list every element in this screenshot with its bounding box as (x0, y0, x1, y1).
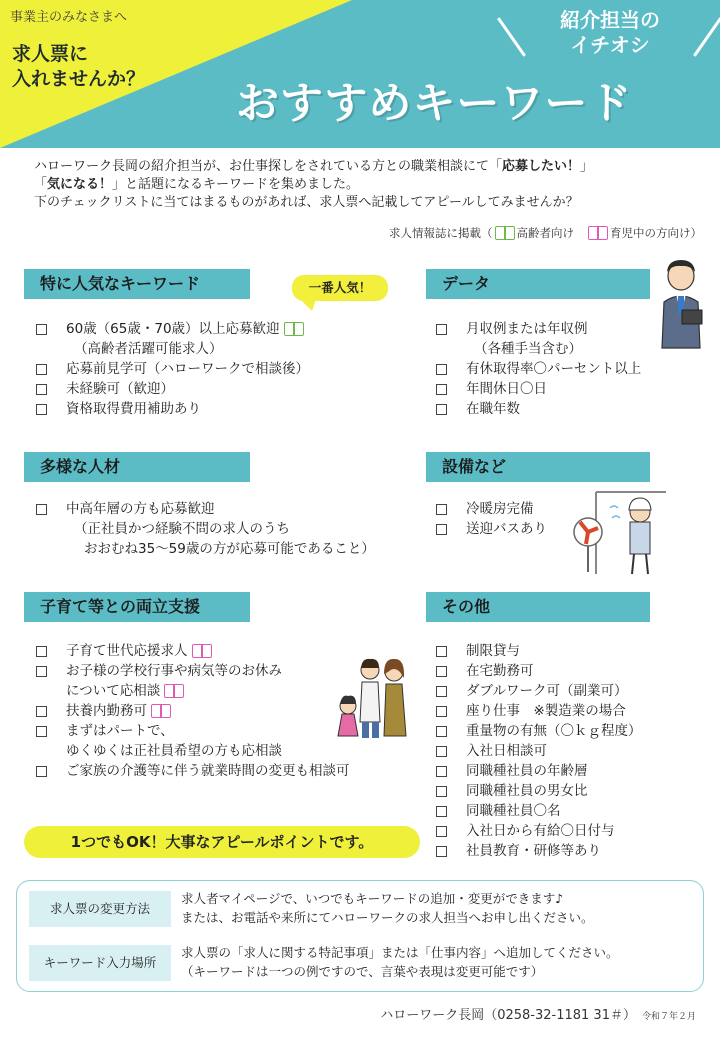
change-method-line-1: 求人者マイページで、いつでもキーワードの追加・変更ができます♪ (181, 891, 564, 906)
section-header-diverse: 多様な人材 (24, 452, 250, 482)
info-box (16, 880, 704, 992)
list-item: 未経験可（歓迎） (36, 379, 309, 399)
worker-with-fan-illustration (570, 488, 670, 576)
checkbox[interactable] (436, 846, 447, 857)
intro-line-3: 下のチェックリストに当てはまるものがあれば、求人票へ記載してアピールしてみませんか？ (34, 195, 579, 210)
checkbox[interactable] (436, 686, 447, 697)
list-item: 入社日相談可 (436, 741, 642, 761)
input-place-line-2: （キーワードは一つの例ですので、言葉や表現は変更可能です） (181, 964, 544, 979)
checkbox[interactable] (36, 324, 47, 335)
change-method-label: 求人票の変更方法 (29, 891, 171, 927)
section-header-childcare: 子育て等との両立支援 (24, 592, 250, 622)
catch-copy: 求人票に 入れませんか？ (12, 43, 146, 90)
list-item: 重量物の有無（〇ｋｇ程度） (436, 721, 642, 741)
audience-label: 事業主のみなさまへ (10, 10, 128, 25)
section-header-popular: 特に人気なキーワード (24, 269, 250, 299)
checkbox[interactable] (36, 364, 47, 375)
checklist-facility (436, 499, 547, 539)
checkbox[interactable] (36, 706, 47, 717)
list-item: 月収例または年収例 （各種手当含む） (436, 319, 641, 359)
list-item: 中高年層の方も応募歓迎 （正社員かつ経験不問の求人のうち おおむね35～59歳の方が応募可能であること） (36, 499, 375, 559)
checkbox[interactable] (436, 384, 447, 395)
checkbox[interactable] (36, 666, 47, 677)
list-item: 応募前見学可（ハローワークで相談後） (36, 359, 309, 379)
checkbox[interactable] (436, 746, 447, 757)
checklist-data (436, 319, 641, 419)
checkbox[interactable] (436, 404, 447, 415)
list-item: 扶養内勤務可 (36, 701, 350, 721)
contact-text: ハローワーク長岡（0258-32-1181 31＃） (380, 1008, 636, 1023)
checkbox[interactable] (436, 666, 447, 677)
checkbox[interactable] (36, 726, 47, 737)
checkbox[interactable] (36, 766, 47, 777)
intro-bold-interest: 気になる！ (47, 177, 113, 192)
intro-bold-apply: 応募したい！ (502, 159, 581, 174)
list-item: 同職種社員の年齢層 (436, 761, 642, 781)
checkbox[interactable] (436, 806, 447, 817)
section-header-facility: 設備など (426, 452, 650, 482)
input-place-line-1: 求人票の「求人に関する特記事項」または「仕事内容」へ追加してください。 (181, 945, 619, 960)
parenting-book-icon (192, 644, 212, 658)
list-item: 社員教育・研修等あり (436, 841, 642, 861)
checkbox[interactable] (436, 504, 447, 515)
checkbox[interactable] (436, 324, 447, 335)
list-item: 子育て世代応援求人 (36, 641, 350, 661)
checkbox[interactable] (436, 826, 447, 837)
senior-book-icon (284, 322, 304, 336)
list-item: 同職種社員の男女比 (436, 781, 642, 801)
checklist-diverse (36, 499, 375, 559)
checkbox[interactable] (436, 726, 447, 737)
list-item: 入社日から有給〇日付与 (436, 821, 642, 841)
family-illustration (330, 652, 414, 738)
list-item: お子様の学校行事や病気等のお休み について応相談 (36, 661, 350, 701)
parenting-book-icon (588, 226, 608, 240)
staff-with-tablet-illustration (654, 256, 708, 352)
list-item: 冷暖房完備 (436, 499, 547, 519)
list-item: ダブルワーク可（副業可） (436, 681, 642, 701)
checklist-childcare (36, 641, 350, 781)
most-popular-callout: 一番人気！ (292, 275, 388, 301)
footer-contact (380, 1004, 696, 1023)
list-item: まずはパートで、 ゆくゆくは正社員希望の方も応相談 (36, 721, 350, 761)
checklist-other (436, 641, 642, 861)
recommend-badge: 紹介担当の イチオシ (560, 8, 660, 57)
list-item: 制限貸与 (436, 641, 642, 661)
checkbox[interactable] (436, 524, 447, 535)
checkbox[interactable] (436, 706, 447, 717)
list-item: 資格取得費用補助あり (36, 399, 309, 419)
page-title: おすすめキーワード (236, 79, 633, 129)
senior-book-icon (495, 226, 515, 240)
list-item: 在宅勤務可 (436, 661, 642, 681)
header-banner (0, 0, 720, 148)
legend: 求人情報誌に掲載（ 高齢者向け 育児中の方向け） (389, 226, 702, 240)
checkbox[interactable] (36, 384, 47, 395)
intro-line-1: ハローワーク長岡の紹介担当が、お仕事探しをされている方との職業相談にて「応募したい！」 (34, 159, 594, 174)
checkbox[interactable] (436, 646, 447, 657)
checkbox[interactable] (36, 646, 47, 657)
checkbox[interactable] (436, 766, 447, 777)
issue-date: 令和７年２月 (641, 1012, 696, 1022)
checklist-popular (36, 319, 309, 419)
parenting-book-icon (151, 704, 171, 718)
list-item: 年間休日〇日 (436, 379, 641, 399)
section-header-data: データ (426, 269, 650, 299)
list-item: 在職年数 (436, 399, 641, 419)
checkbox[interactable] (436, 786, 447, 797)
list-item: 同職種社員〇名 (436, 801, 642, 821)
checkbox[interactable] (36, 404, 47, 415)
input-place-label: キーワード入力場所 (29, 945, 171, 981)
intro-line-2: 「気になる！」と話題になるキーワードを集めました。 (34, 177, 360, 192)
list-item: 有休取得率〇パーセント以上 (436, 359, 641, 379)
list-item: 60歳（65歳・70歳）以上応募歓迎 （高齢者活躍可能求人） (36, 319, 309, 359)
section-header-other: その他 (426, 592, 650, 622)
list-item: 座り仕事 ※製造業の場合 (436, 701, 642, 721)
appeal-banner: 1つでもOK！大事なアピールポイントです。 (24, 826, 420, 858)
list-item: ご家族の介護等に伴う就業時間の変更も相談可 (36, 761, 350, 781)
checkbox[interactable] (436, 364, 447, 375)
change-method-line-2: または、お電話や来所にてハローワークの求人担当へお申し出ください。 (181, 910, 594, 925)
parenting-book-icon (164, 684, 184, 698)
list-item: 送迎バスあり (436, 519, 547, 539)
checkbox[interactable] (36, 504, 47, 515)
